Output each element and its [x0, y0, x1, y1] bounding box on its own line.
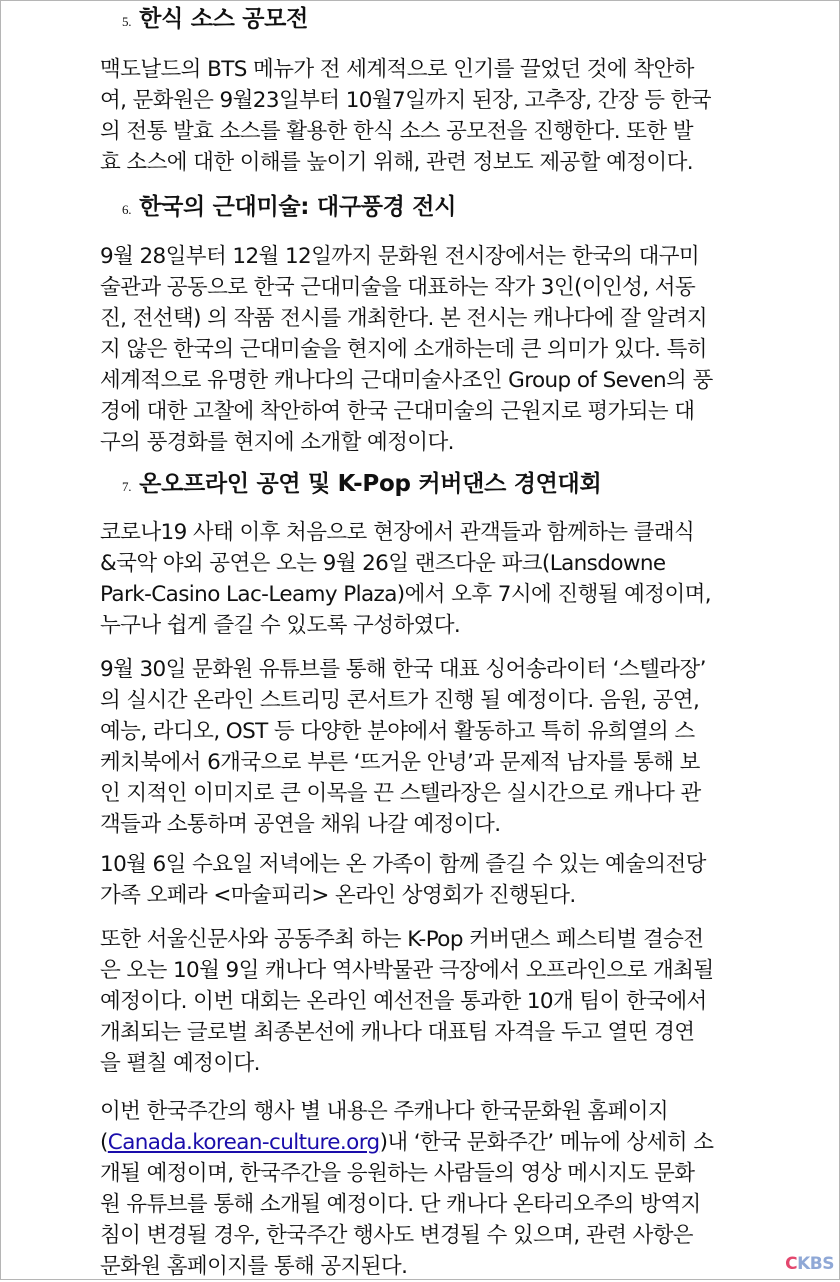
text-line — [100, 1127, 760, 1158]
text-line: 누구나 쉽게 즐길 수 있도록 구성하였다. — [100, 613, 461, 638]
section-heading — [122, 4, 308, 37]
section-title: 한국의 근대미술: 대구풍경 전시 — [139, 194, 457, 220]
text-line: 의 실시간 온라인 스트리밍 콘서트가 진행 될 예정이다. 음원, 공연, — [100, 688, 700, 713]
text-line: 이번 한국주간의 행사 별 내용은 주캐나다 한국문화원 홈페이지 — [100, 1099, 669, 1124]
paragraph — [100, 654, 760, 840]
paragraph — [100, 241, 760, 458]
paragraph — [100, 54, 760, 178]
text-line: 여, 문화원은 9월23일부터 10월7일까지 된장, 고추장, 간장 등 한국 — [100, 88, 711, 113]
text-line: 맥도날드의 BTS 메뉴가 전 세계적으로 인기를 끌었던 것에 착안하 — [100, 57, 694, 82]
paragraph — [100, 517, 760, 641]
section-heading — [122, 192, 456, 225]
text-line: Park-Casino Lac-Leamy Plaza)에서 오후 7시에 진행될 예정이며, — [100, 582, 712, 607]
text-line: 가족 오페라 <마술피리> 온라인 상영회가 진행된다. — [100, 883, 576, 908]
closing-paragraph — [100, 1096, 760, 1282]
text-line: 효 소스에 대한 이해를 높이기 위해, 관련 정보도 제공할 예정이다. — [100, 150, 693, 175]
section-number: 7. — [122, 479, 132, 494]
text-line: 세계적으로 유명한 캐나다의 근대미술사조인 Group of Seven의 풍 — [100, 368, 713, 393]
paragraph — [100, 849, 760, 911]
text-line: 문화원 홈페이지를 통해 공지된다. — [100, 1254, 408, 1279]
text-line: 의 전통 발효 소스를 활용한 한식 소스 공모전을 진행한다. 또한 발 — [100, 119, 693, 144]
text-line: 구의 풍경화를 현지에 소개할 예정이다. — [100, 430, 454, 455]
homepage-link[interactable]: Canada.korean-culture.org — [107, 1130, 380, 1155]
section-title: 온오프라인 공연 및 K-Pop 커버댄스 경연대회 — [139, 471, 602, 497]
text-line: 진, 전선택) 의 작품 전시를 개최한다. 본 전시는 캐나다에 잘 알려지 — [100, 306, 707, 331]
text-line: 원 유튜브를 통해 소개될 예정이다. 단 캐나다 온타리오주의 방역지 — [100, 1192, 701, 1217]
text-line: 개될 예정이며, 한국주간을 응원하는 사람들의 영상 메시지도 문화 — [100, 1161, 695, 1186]
text-line: 또한 서울신문사와 공동주최 하는 K-Pop 커버댄스 페스티벌 결승전 — [100, 927, 704, 952]
text-line: 예능, 라디오, OST 등 다양한 분야에서 활동하고 특히 유희열의 스 — [100, 719, 695, 744]
text-line: 을 펼칠 예정이다. — [100, 1051, 260, 1076]
paragraph — [100, 924, 760, 1079]
text-line: 9월 28일부터 12월 12일까지 문화원 전시장에서는 한국의 대구미 — [100, 244, 700, 269]
text-line: 인 지적인 이미지로 큰 이목을 끈 스텔라장은 실시간으로 캐나다 관 — [100, 781, 701, 806]
section-number: 6. — [122, 202, 132, 217]
text-line: 침이 변경될 경우, 한국주간 행사도 변경될 수 있으며, 관련 사항은 — [100, 1223, 693, 1248]
text-line: 10월 6일 수요일 저녁에는 온 가족이 함께 즐길 수 있는 예술의전당 — [100, 852, 706, 877]
text-line: 은 오는 10월 9일 캐나다 역사박물관 극장에서 오프라인으로 개최될 — [100, 958, 714, 983]
text-line: 술관과 공동으로 한국 근대미술을 대표하는 작가 3인(이인성, 서동 — [100, 275, 696, 300]
section-title: 한식 소스 공모전 — [139, 6, 308, 32]
paren-open: ( — [100, 1130, 108, 1155]
section-number: 5. — [122, 14, 132, 29]
text-line: 개최되는 글로벌 최종본선에 캐나다 대표팀 자격을 두고 열띤 경연 — [100, 1020, 695, 1045]
text-line: 객들과 소통하며 공연을 채워 나갈 예정이다. — [100, 812, 501, 837]
section-heading — [122, 469, 601, 502]
watermark-logo — [785, 1254, 834, 1274]
text-line: 예정이다. 이번 대회는 온라인 예선전을 통과한 10개 팀이 한국에서 — [100, 989, 707, 1014]
text-line: 경에 대한 고찰에 착안하여 한국 근대미술의 근원지로 평가되는 대 — [100, 399, 695, 424]
text-line: &국악 야외 공연은 오는 9월 26일 랜즈다운 파크(Lansdowne — [100, 551, 666, 576]
text-line: 9월 30일 문화원 유튜브를 통해 한국 대표 싱어송라이터 ‘스텔라장’ — [100, 657, 706, 682]
text-line: 케치북에서 6개국으로 부른 ‘뜨거운 안녕’과 문제적 남자를 통해 보 — [100, 750, 700, 775]
text-continuation: )내 ‘한국 문화주간’ 메뉴에 상세히 소 — [379, 1130, 714, 1155]
text-line: 지 않은 한국의 근대미술을 현지에 소개하는데 큰 의미가 있다. 특히 — [100, 337, 707, 362]
watermark-kbs: KBS — [797, 1254, 834, 1274]
watermark-c: C — [785, 1254, 798, 1274]
text-line: 코로나19 사태 이후 처음으로 현장에서 관객들과 함께하는 클래식 — [100, 520, 695, 545]
